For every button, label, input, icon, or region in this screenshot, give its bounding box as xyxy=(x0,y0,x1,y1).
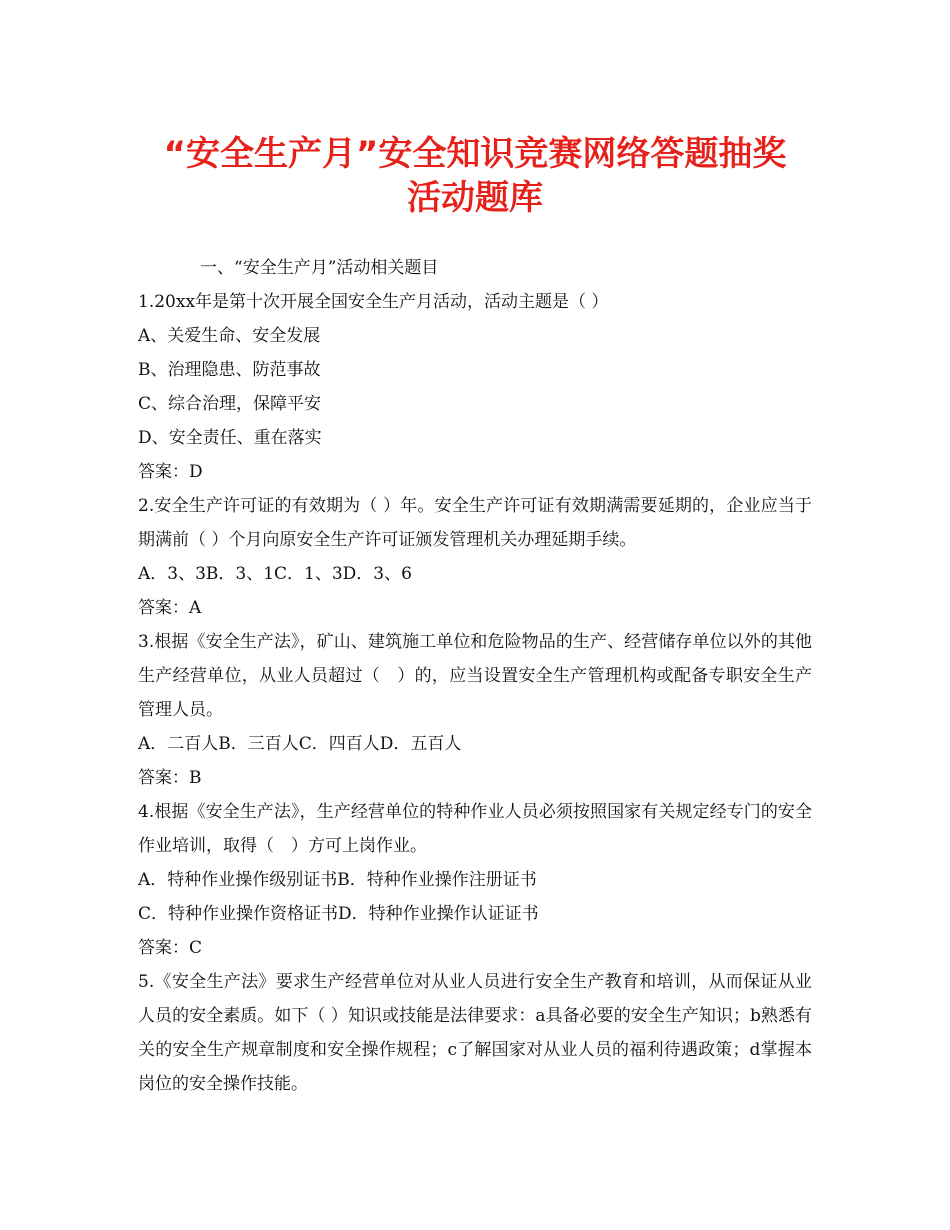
question-list xyxy=(138,285,812,1101)
question-2-answer: 答案：A xyxy=(138,598,202,618)
question-3-options: A．二百人B．三百人C．四百人D．五百人 xyxy=(138,734,462,754)
question-4-options-ab: A．特种作业操作级别证书B．特种作业操作注册证书 xyxy=(138,870,537,890)
question-1-option-a: A、关爱生命、安全发展 xyxy=(138,326,321,346)
question-1-answer: 答案：D xyxy=(138,462,203,482)
question-4-options-cd: C．特种作业操作资格证书D．特种作业操作认证证书 xyxy=(138,904,539,924)
document-title-line-1: “安全生产月”安全知识竞赛网络答题抽奖 xyxy=(163,134,787,174)
question-2-stem: 2.安全生产许可证的有效期为（ ）年。安全生产许可证有效期满需要延期的，企业应当于期满前（ ）个月向原安全生产许可证颁发管理机关办理延期手续。 xyxy=(138,496,812,550)
question-3-answer: 答案：B xyxy=(138,768,202,788)
question-1-stem: 1.20xx年是第十次开展全国安全生产月活动，活动主题是（ ） xyxy=(138,292,609,312)
section-heading: 一、“安全生产月”活动相关题目 xyxy=(200,258,439,278)
question-4-answer: 答案：C xyxy=(138,938,203,958)
question-1-option-b: B、治理隐患、防范事故 xyxy=(138,360,321,380)
question-3-stem: 3.根据《安全生产法》，矿山、建筑施工单位和危险物品的生产、经营储存单位以外的其他生产经营单位，从业人员超过（ ）的，应当设置安全生产管理机构或配备专职安全生产管理人员。 xyxy=(138,632,812,720)
question-2-options: A．3、3B．3、1C．1、3D．3、6 xyxy=(138,564,412,584)
question-1-option-c: C、综合治理，保障平安 xyxy=(138,394,322,414)
question-4-stem: 4.根据《安全生产法》，生产经营单位的特种作业人员必须按照国家有关规定经专门的安全作业培训，取得（ ）方可上岗作业。 xyxy=(138,802,812,856)
question-1-option-d: D、安全责任、重在落实 xyxy=(138,428,322,448)
question-5-stem: 5.《安全生产法》要求生产经营单位对从业人员进行安全生产教育和培训，从而保证从业人员的安全素质。如下（ ）知识或技能是法律要求：a具备必要的安全生产知识；b熟悉有关的安全生产规章制度和安全操作规程；c了解国家对从业人员的福利待遇政策；d掌握本岗位的安全操作技能。 xyxy=(138,972,812,1094)
document-title-line-2: 活动题库 xyxy=(407,178,543,218)
